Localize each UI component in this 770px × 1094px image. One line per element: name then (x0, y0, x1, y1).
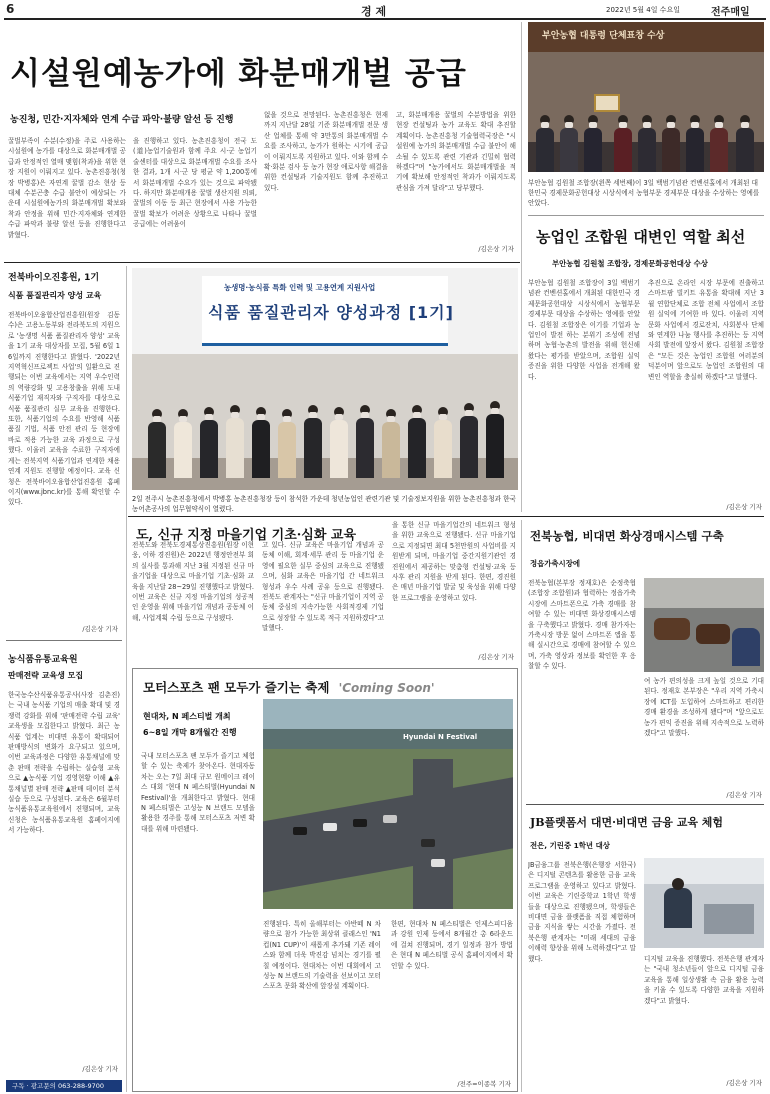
paper-name: 전주매일 (711, 7, 750, 18)
subscription-footer (6, 1080, 122, 1092)
masthead-rule (4, 18, 766, 20)
right-body-4: 디지털 교육을 진행했다. 전북은행 관계자는 "국내 청소년들이 앞으로 디지털 금융 교육을 통해 일상생활 속 금융 활용 능력을 키울 수 있도록 다양한 교육을 지원하겠다"고 밝혔다. (644, 955, 764, 1005)
lead-bottom-rule (4, 262, 520, 263)
lead-col-2: 을 진행하고 있다. 농촌진흥청이 전국 도(道)농업기술원과 함께 주요 시·군 농업기술센터를 대상으로 화분매개벌 수요를 조사한 결과, 1개 시·군 당 평균 약 1,200통에서 화분매개벌 수요가 있는 것으로 파악됐다. 하지만 화분매개용 꿀벌 생산지원 의뢰, 꿀벌의 이동 등 최근 현장에서 사용 가능한 꿀벌 확보가 어려운 상황으로 나타나 꿀벌 공급에는 어려움이 (133, 137, 257, 229)
training-banner-line-2: 식품 품질관리자 양성과정 [1기] (208, 303, 454, 322)
center-rule (128, 516, 764, 517)
center-headline: 도, 신규 지정 마을기업 기초·심화 교육 (136, 528, 357, 543)
page-number: 6 (6, 2, 15, 16)
right-headline-2: JB플랫폼서 대면·비대면 금융 교육 체험 (530, 816, 724, 829)
center-col-2: 고 있다. 신규 교육은 마을기업 개념과 공동체 이해, 회계·세무 관리 등 마을기업 운영에 필요한 실무 중심의 교육으로 진행됐으며, 심화 교육은 마을기업 간 네트워크 형성과 우수 사례 공유 등으로 진행됐다. 전북도 관계자는 "신규 마을기업이 지역 공동체 중심의 지속가능한 사회적경제 기업으로 성장할 수 있도록 적극 지원하겠다"고 말했다. (262, 541, 384, 633)
lead-col-1: 꿀벌부족이 수분(수정)을 주로 사용하는 시설원예 농가를 대상으로 화분매개벌 공급과 안정적인 열매 맺힘(착과)을 위한 현장 지원이 이뤄지고 있다. 농촌진흥청(청장 박병홍)은 자연계 꿀벌 감소 현상 등 대체 수분곤충 수급 불안이 예상되는 가운데 시설원예농가의 화분매개벌 확보와 착과 안정을 위해 민간·지자체와 연계한 수급 파악과 불량 알선 등을 진행한다고 밝혔다. (8, 137, 126, 239)
section-name: 경 제 (361, 5, 387, 18)
left-headline-2: 농식품유통교육원 (8, 655, 78, 665)
right-subhead: 정읍가축시장에 (530, 559, 580, 568)
right-subhead-2: 전은, 기린중 1학년 대상 (530, 841, 610, 850)
top-right-headline: 농업인 조합원 대변인 역할 최선 (536, 228, 746, 246)
race-banner: Hyundai N Festival (403, 733, 478, 741)
left-subhead-2: 판매전략 교육생 모집 (8, 671, 84, 680)
issue-date: 2022년 5월 4일 수요일 (606, 6, 680, 14)
right-body-2: 여 농가 편의성을 크게 높일 것으로 기대된다. 정재호 본부장은 "우리 지역 가축시장에 ICT를 도입하여 스마트하고 편리한 경매 환경을 조성하게 됐다"며 "앞으로도 농가 편익 증진을 위해 지속적으로 노력하겠다"고 말했다. (644, 677, 764, 738)
right-byline-2: /김은상 기자 (726, 1079, 762, 1087)
classroom-photo (644, 858, 764, 948)
training-banner-line-1: 농생명·농식품 특화 인력 및 고용연계 지원사업 (224, 283, 376, 292)
motorsport-col-2: 진행된다. 특히 올해부터는 아반떼 N 차량으로 참가 가능한 최상위 클래스인 'N1 컵(N1 CUP)'이 새롭게 추가돼 기존 레이스와 함께 더욱 박진감 넘치는 경기를 펼칠 예정이다. 현대차는 이번 대회에서 고성능 N 브랜드의 기술력을 선보이고 모터스포츠 문화 확산에 앞장설 계획이다. (263, 920, 381, 991)
left-subhead: 식품 품질관리자 양성 교육 (8, 291, 102, 300)
motorsport-col-3: 한편, 현대차 N 페스티벌은 인제스피디움과 강원 인제 등에서 8개월간 총 6라운드에 걸쳐 진행되며, 경기 일정과 참가 방법은 현대 N 페스티벌 공식 홈페이지에서 확인할 수 있다. (391, 920, 513, 970)
motorsport-headline-text: 모터스포츠 팬 모두가 즐기는 축제 (143, 680, 330, 695)
award-photo-banner: 부안농협 대통령 단체표창 수상 (542, 31, 665, 41)
lead-col-4: 고, 화분매개용 꿀벌의 수분방법을 위한 현장 컨설팅과 농가 교육도 확대 추진할 계획이다. 농촌진흥청 기술협력국장은 "시설원예 농가의 화분매개벌 수급 불안이 해소될 수 있도록 관련 기관과 긴밀히 협력하겠다"며 "농가에서도 화분매개벌을 적기에 확보해 안정적인 착과가 이뤄지도록 관심을 가져 달라"고 당부했다. (396, 111, 516, 192)
motorsport-col-1: 국내 모터스포츠 팬 모두가 즐기고 체험할 수 있는 축제가 찾아온다. 현대자동차는 오는 7일 최대 규모 원메이크 레이스 대회 '현대 N 페스티벌(Hyundai N Festival)'을 개최한다고 밝혔다. 현대 N 페스티벌은 고성능 N 브랜드 모델을 활용한 경주를 통해 모터스포츠 저변 확대를 위해 마련됐다. (141, 752, 255, 833)
race-track-photo (263, 699, 513, 909)
left-body-2: 한국농수산식품유통공사(사장 김춘진)는 국내 농식품 기업의 매출 확대 및 경쟁력 강화를 위해 '판매전략 수립 교육' 교육생을 모집한다고 밝혔다. 최근 농식품 업계는 비대면 유통이 확대되어 판매방식의 변화가 요구되고 있으며, 이번 교육과정은 다양한 유통채널에 맞춘 판매 전략을 수립하는 실습형 교육으로 ▲농식품 기업 경영현황 이해 ▲유통채널별 판매 전략 ▲판매 데이터 분석 실습 등으로 구성된다. 교육은 6월부터 농식품유통교육원에서 진행되며, 교육 신청은 농식품유통교육원 홈페이지에서 가능하다. (8, 691, 120, 835)
top-right-subhead: 부안농협 김원철 조합장, 경제문화공헌대상 수상 (552, 259, 708, 268)
lead-col-3: 없을 것으로 전망된다. 농촌진흥청은 현재까지 지난달 28일 기준 화분매개벌 전문 생산 업체를 통해 약 3만통의 화분매개벌 수요를 조사하고, 농가가 원하는 시기에 공급이 이뤄지도록 지원하고 있다. 이와 함께 수확·화분 검사 등 농가 현장 애로사항 해결을 위한 컨설팅과 기술지원도 함께 추진하고 있다. (264, 111, 388, 192)
motorsport-box (132, 668, 518, 1092)
motorsport-byline: /전주=이종복 기자 (457, 1080, 511, 1088)
right-body-3: JB금융그룹 전북은행(은행장 서한국)은 디지털 콘텐츠를 활용한 금융 교육 프로그램을 운영하고 있다고 밝혔다. 이번 교육은 기린중학교 1학년 학생들을 대상으로 진행됐으며, 학생들은 비대면 금융 플랫폼을 직접 체험하며 금융 지식을 쌓는 시간을 가졌다. 전북은행 관계자는 "미래 세대의 금융 이해력 향상을 위해 노력하겠다"고 말했다. (528, 861, 636, 963)
right-mid-rule (526, 804, 764, 805)
training-photo (132, 268, 518, 490)
divider-left (126, 266, 127, 1092)
center-byline: /김은상 기자 (478, 653, 514, 661)
left-byline-2: /김은상 기자 (82, 1065, 118, 1073)
motorsport-subhead-1: 현대차, N 페스티벌 개최 (143, 712, 231, 721)
top-right-rule (528, 215, 764, 216)
award-photo-caption: 부안농협 김원철 조합장(왼쪽 세번째)이 3일 백범기념관 컨벤션홀에서 개최된 대한민국 경제문화공헌대상 시상식에서 농협부문 경제부문 대상을 수상하는 영예를 안았다. (528, 179, 760, 207)
center-col-3: 을 통한 신규 마을기업간의 네트워크 형성을 위한 교육으로 진행됐다. 신규 마을기업으로 지정되면 최대 5천만원의 사업비를 지원받게 되며, 마을기업 중간지원기관인 경진원에서 제공하는 맞춤형 컨설팅·교육 등 사후 관리 지원을 받게 된다. 한편, 경진원은 매년 마을기업 발굴 및 육성을 위해 다양한 프로그램을 운영하고 있다. (392, 521, 516, 602)
left-headline: 전북바이오진흥원, 1기 (8, 273, 100, 283)
top-right-col-1: 부안농협 김원철 조합장이 3일 백범기념관 컨벤션홀에서 개최된 대한민국 경제문화공헌대상 시상식에서 농협부문 경제부문 대상을 수상하는 영예를 안았다. 김원철 조합장은 이기를 기업과 농업인이 발전 하는 분위기 조성에 전념하며 농협·농촌의 발전을 위해 헌신해 왔다는 평가를 받았으며, 조합원 실익 증진을 위한 다양한 사업을 전개해 왔다. (528, 279, 640, 381)
divider-top-right (521, 22, 522, 512)
left-body: 전북바이오융합산업진흥원(원장 김동수)은 고용노동부와 전라북도의 지원으로 '농생명 식품 품질관리자 양성' 교육을 1기 교육 대상자를 모집, 5월 6일 16일까지 진행한다고 밝혔다. '2022년 지역혁신프로젝트 사업'의 일환으로 진행되는 이번 교육에서는 지역 우수인력의 역량강화 및 고용창출을 위해 도내 식품기업 재직자와 구직자를 대상으로 식품 품질관리 실무 교육을 진행한다. 또한, 식품기업의 수요를 반영해 식품 품질 기법, 식품 안전 관리 등 현장에 바로 적용 가능한 교육 과정으로 구성했다. 이울러 교육을 수료한 구직자에게는 전북지역 식품기업과 연계한 채용 연계 지원도 진행할 예정이다. 교육 신청은 전북바이오융합산업진흥원 홈페이지(www.jbnc.kr)를 통해 확인할 수 있다. (8, 311, 120, 507)
subscription-footer-text: 구독 · 광고문의 063-288-9700 (12, 1082, 104, 1090)
lead-headline: 시설원예농가에 화분매개벌 공급 (10, 56, 467, 92)
left-byline: /김은상 기자 (82, 625, 118, 633)
motorsport-headline (143, 677, 435, 696)
masthead (6, 2, 764, 18)
livestock-market-photo (644, 578, 764, 672)
motorsport-headline-tag: 'Coming Soon' (338, 681, 435, 695)
right-byline: /김은상 기자 (726, 791, 762, 799)
left-mid-rule (6, 640, 122, 641)
top-right-col-2: 추진으로 온라인 시장 부문에 진출하고 스마트팜 빌키트 유통을 확대해 지난 3월 연합단체로 조합 전체 사업에서 조합원 실익에 기여한 바 있다. 이울러 지역문화 사업에서 경로잔치, 사회봉사 단체와 연계한 나눔 행사를 추진하는 등 지역사회 발전에 앞장서 왔다. 김원철 조합장은 "모든 것은 농업인 조합원 여러분의 덕분이며 앞으로도 농업인 조합원의 대변인 역할을 충실히 하겠다"고 말했다. (648, 279, 764, 381)
center-col-1: 전북도와 전북도경제통상진흥원(원장 이현웅, 이하 경진원)은 2022년 행정안전부 회의 실사를 통과해 지난 3월 지정된 신규 마을기업을 대상으로 마을기업 기초·심화 교육을 지난달 28~29일 진행했다고 밝혔다. 이번 교육은 신규 지정 마을기업의 성공적인 운영을 위해 마을기업 개념과 공동체 이해, 사업계획 수립 등으로 구성됐다. (132, 541, 254, 622)
motorsport-subhead-2: 6~8일 개막 8개월간 진행 (143, 728, 237, 737)
right-body-1: 전북농협(본부장 정재호)은 순정축협(조합장 조합원)과 협력하는 정읍가축시장에 스마트폰으로 가축 경매를 참여할 수 있는 비대면 화상경매시스템을 구축했다고 밝혔다. 경매 참가자는 가축시장 방문 없이 스마트폰 앱을 통해 실시간으로 경매에 참여할 수 있으며, 가축 영상과 정보를 확인한 후 응찰할 수 있다. (528, 579, 636, 671)
lead-byline: /김은상 기자 (478, 245, 514, 253)
divider-right (521, 520, 522, 1092)
right-headline: 전북농협, 비대면 화상경매시스템 구축 (530, 529, 724, 543)
top-right-byline: /김은상 기자 (726, 503, 762, 511)
training-photo-caption: 2일 전주시 농촌진흥청에서 박병홍 농촌진흥청장 등이 참석한 가운데 청년농업인 관련기관 및 기술정보지원을 위한 농촌진흥청과 한국농어촌공사의 업무협약식이 열렸다. (132, 495, 516, 513)
award-photo (528, 22, 764, 172)
lead-subhead: 농진청, 민간·지자체와 연계 수급 파악·불량 알선 등 진행 (10, 115, 234, 125)
